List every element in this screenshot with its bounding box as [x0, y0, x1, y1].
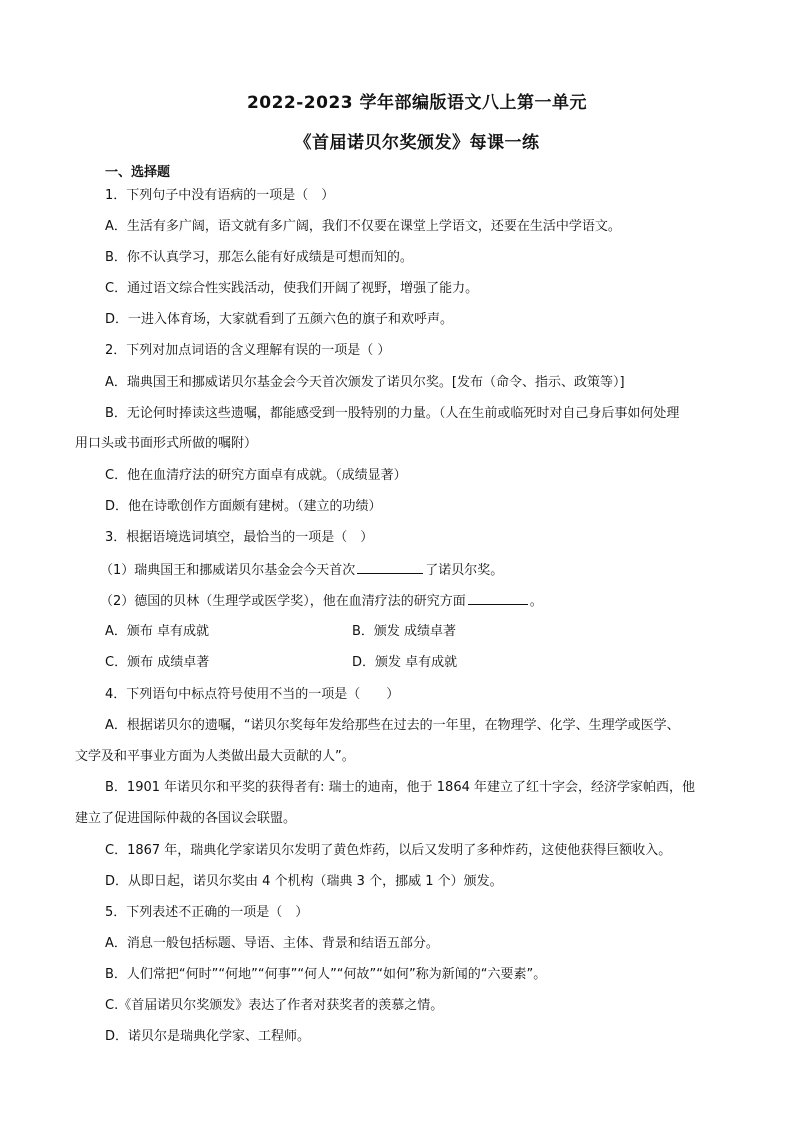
sentence-2-after: 。	[529, 594, 543, 609]
question-4-option-a-line1: A．根据诺贝尔的遗嘱，“诺贝尔奖每年发给那些在过去的一年里，在物理学、化学、生理学或医学、	[105, 718, 680, 733]
question-3-stem: 3．根据语境选词填空，最恰当的一项是（ ）	[105, 530, 374, 545]
question-3-option-b: B．颁发 成绩卓著	[352, 624, 457, 639]
section-heading: 一、选择题	[105, 165, 171, 180]
question-1-option-c: C．通过语文综合性实践活动，使我们开阔了视野，增强了能力。	[105, 281, 479, 296]
question-3-option-a: A．颁布 卓有成就	[105, 624, 210, 639]
question-4-option-c: C．1867 年，瑞典化学家诺贝尔发明了黄色炸药，以后又发明了多种炸药，这使他获得巨额收入。	[105, 843, 672, 858]
question-3-option-c: C．颁布 成绩卓著	[105, 655, 210, 670]
question-2-option-d: D．他在诗歌创作方面颇有建树。（建立的功绩）	[105, 499, 382, 514]
sentence-2-before: （2）德国的贝林（生理学或医学奖），他在血清疗法的研究方面	[100, 594, 466, 609]
question-3-sentence-1	[100, 561, 503, 580]
question-5-option-d: D．诺贝尔是瑞典化学家、工程师。	[105, 1029, 311, 1044]
question-5-option-a: A．消息一般包括标题、导语、主体、背景和结语五部分。	[105, 936, 439, 951]
question-4-option-b-line1: B．1901 年诺贝尔和平奖的获得者有: 瑞士的迪南，他于 1864 年建立了红十字会，经济学家帕西，他	[105, 780, 695, 795]
fill-blank-2	[468, 592, 528, 605]
question-2-option-b-line1: B．无论何时捧读这些遗嘱，都能感受到一股特别的力量。（人在生前或临死时对自己身后事如何处理	[105, 406, 680, 421]
question-4-stem: 4．下列语句中标点符号使用不当的一项是（ ）	[105, 687, 400, 702]
question-4-option-b-line2: 建立了促进国际仲裁的各国议会联盟。	[75, 811, 297, 826]
question-2-option-a: A．瑞典国王和挪威诺贝尔基金会今天首次颁发了诺贝尔奖。[发布（命令、指示、政策等）]	[105, 375, 625, 390]
fill-blank-1	[357, 561, 423, 574]
question-4-option-a-line2: 文学及和平事业方面为人类做出最大贡献的人”。	[75, 749, 355, 764]
question-2-stem: 2．下列对加点词语的含义理解有误的一项是（ ）	[105, 343, 391, 358]
question-5-stem: 5．下列表述不正确的一项是（ ）	[105, 905, 309, 920]
question-1-option-a: A．生活有多广阔，语文就有多广阔，我们不仅要在课堂上学语文，还要在生活中学语文。	[105, 219, 621, 234]
sentence-1-before: （1）瑞典国王和挪威诺贝尔基金会今天首次	[100, 563, 356, 578]
question-3-option-d: D．颁发 卓有成就	[352, 655, 458, 670]
question-2-option-c: C．他在血清疗法的研究方面卓有成就。（成绩显著）	[105, 468, 407, 483]
question-1-stem: 1．下列句子中没有语病的一项是（ ）	[105, 188, 335, 203]
question-1-option-d: D．一进入体育场，大家就看到了五颜六色的旗子和欢呼声。	[105, 312, 454, 327]
document-title-line2: 《首届诺贝尔奖颁发》每课一练	[294, 133, 540, 153]
question-3-sentence-2	[100, 592, 543, 611]
document-title-line1: 2022-2023 学年部编版语文八上第一单元	[246, 93, 588, 113]
question-2-option-b-line2: 用口头或书面形式所做的嘱附）	[75, 436, 258, 451]
question-1-option-b: B．你不认真学习，那怎么能有好成绩是可想而知的。	[105, 250, 413, 265]
question-5-option-b: B．人们常把“何时”“何地”“何事”“何人”“何故”“如何”称为新闻的“六要素”。	[105, 967, 547, 982]
sentence-1-after: 了诺贝尔奖。	[425, 563, 504, 578]
question-5-option-c: C.《首届诺贝尔奖颁发》表达了作者对获奖者的羡慕之情。	[105, 998, 444, 1013]
question-4-option-d: D．从即日起，诺贝尔奖由 4 个机构（瑞典 3 个，挪威 1 个）颁发。	[105, 874, 503, 889]
